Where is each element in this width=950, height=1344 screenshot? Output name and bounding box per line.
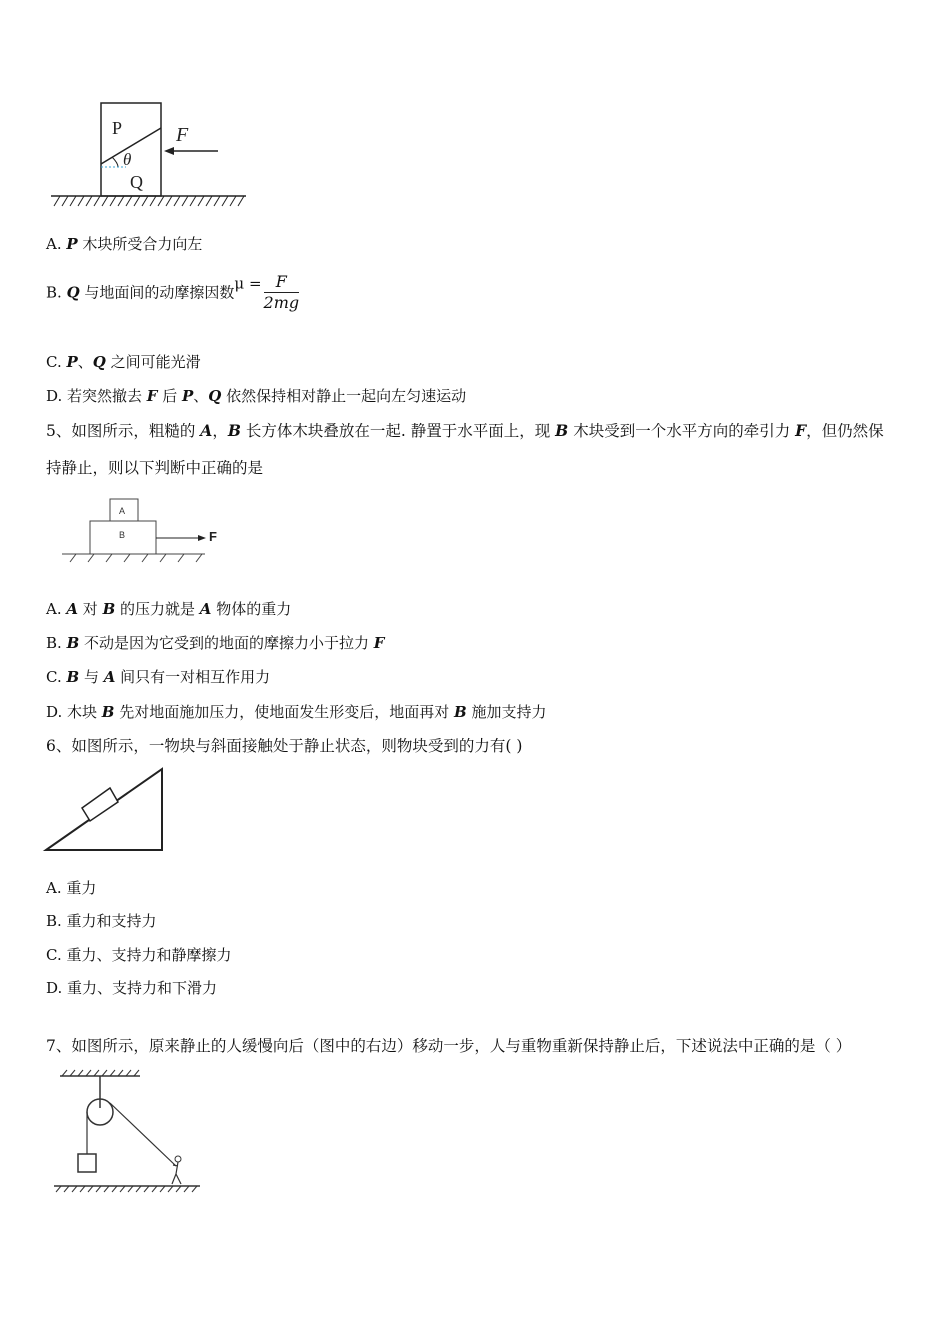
q6-option-d: D. 重力、支持力和下滑力 bbox=[46, 979, 218, 997]
q4-option-c: C. P、Q 之间可能光滑 bbox=[46, 353, 201, 371]
q6-option-a: A. 重力 bbox=[46, 879, 97, 897]
q4-option-d: D. 若突然撤去 F 后 P、Q 依然保持相对静止一起向左匀速运动 bbox=[46, 387, 467, 405]
label-theta: θ bbox=[123, 150, 132, 169]
q4-option-a: A. P 木块所受合力向左 bbox=[46, 235, 203, 253]
label-b: B bbox=[119, 530, 126, 540]
q5-option-b: B. B 不动是因为它受到的地面的摩擦力小于拉力 F bbox=[46, 634, 385, 652]
fraction: $\frac{F}{2mg}$ bbox=[263, 272, 300, 312]
q7-stem: 7、如图所示，原来静止的人缓慢向后（图中的右边）移动一步，人与重物重新保持静止后，下述说法中正确的是（ ） bbox=[46, 1037, 852, 1055]
label-force-f: F bbox=[209, 529, 217, 544]
label-f: F bbox=[176, 124, 189, 146]
q5-option-d: D. 木块 B 先对地面施加压力，使地面发生形变后，地面再对 B 施加支持力 bbox=[46, 703, 547, 721]
q6-stem: 6、如图所示，一物块与斜面接触处于静止状态，则物块受到的力有( ) bbox=[46, 737, 523, 755]
figure-pq-blocks bbox=[46, 100, 286, 215]
label-a: A bbox=[119, 506, 126, 516]
q5-stem-line1: 5、如图所示，粗糙的 A，B 长方体木块叠放在一起. 静置于水平面上，现 B 木块受到一个水平方向的牵引力 F，但仍然保 bbox=[46, 421, 884, 440]
figure-incline bbox=[44, 766, 169, 856]
q5-option-c: C. B 与 A 间只有一对相互作用力 bbox=[46, 668, 271, 686]
q5-option-a: A. A 对 B 的压力就是 A 物体的重力 bbox=[46, 600, 292, 618]
q6-option-c: C. 重力、支持力和静摩擦力 bbox=[46, 946, 232, 964]
label-q: Q bbox=[130, 172, 143, 192]
figure-pulley bbox=[52, 1066, 212, 1196]
q6-option-b: B. 重力和支持力 bbox=[46, 912, 157, 930]
q5-stem-line2: 持静止，则以下判断中正确的是 bbox=[46, 459, 264, 477]
figure-ab-blocks bbox=[60, 496, 230, 566]
label-p: P bbox=[112, 118, 123, 138]
q4-option-b: B. Q 与地面间的动摩擦因数μ = $\frac{F}{2mg}$ bbox=[46, 272, 300, 312]
mu-symbol: μ = bbox=[234, 274, 262, 293]
